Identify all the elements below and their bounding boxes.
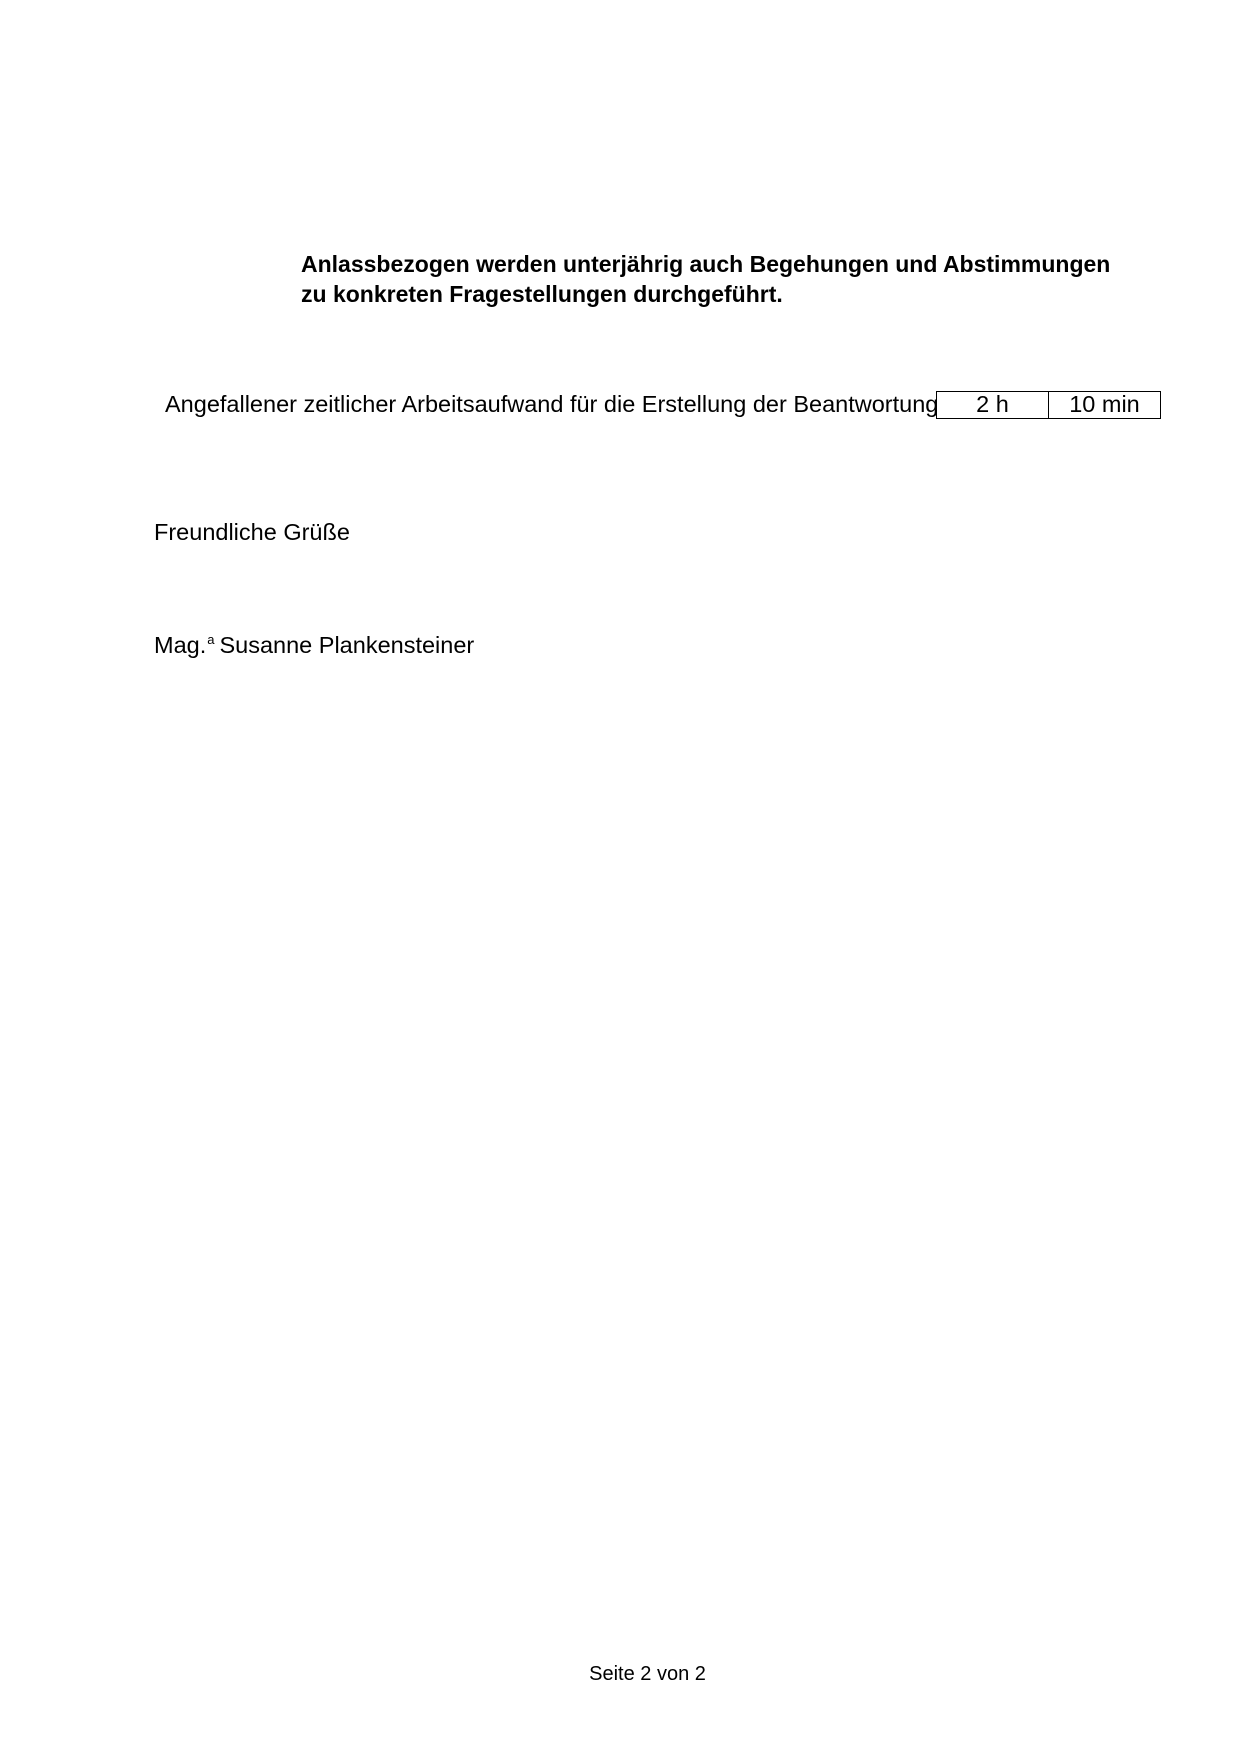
body-paragraph-line-2: zu konkreten Fragestellungen durchgeführt. [301, 281, 783, 307]
signature-title-superscript: a [207, 632, 215, 647]
signature-name: Susanne Plankensteiner [219, 632, 475, 658]
effort-minutes-cell: 10 min [1048, 392, 1160, 418]
body-paragraph-line-1: Anlassbezogen werden unterjährig auch Begehungen und Abstimmungen [301, 251, 1111, 277]
signature-line [154, 630, 474, 664]
body-paragraph [301, 249, 1161, 309]
effort-table [936, 391, 1161, 419]
signature-title: Mag. [154, 632, 207, 658]
effort-hours-cell: 2 h [976, 391, 1009, 417]
closing-greeting: Freundliche Grüße [154, 519, 350, 545]
effort-row [165, 389, 939, 420]
effort-label: Angefallener zeitlicher Arbeitsaufwand für die Erstellung der Beantwortung [165, 391, 939, 417]
page-number: Seite 2 von 2 [589, 1663, 706, 1685]
